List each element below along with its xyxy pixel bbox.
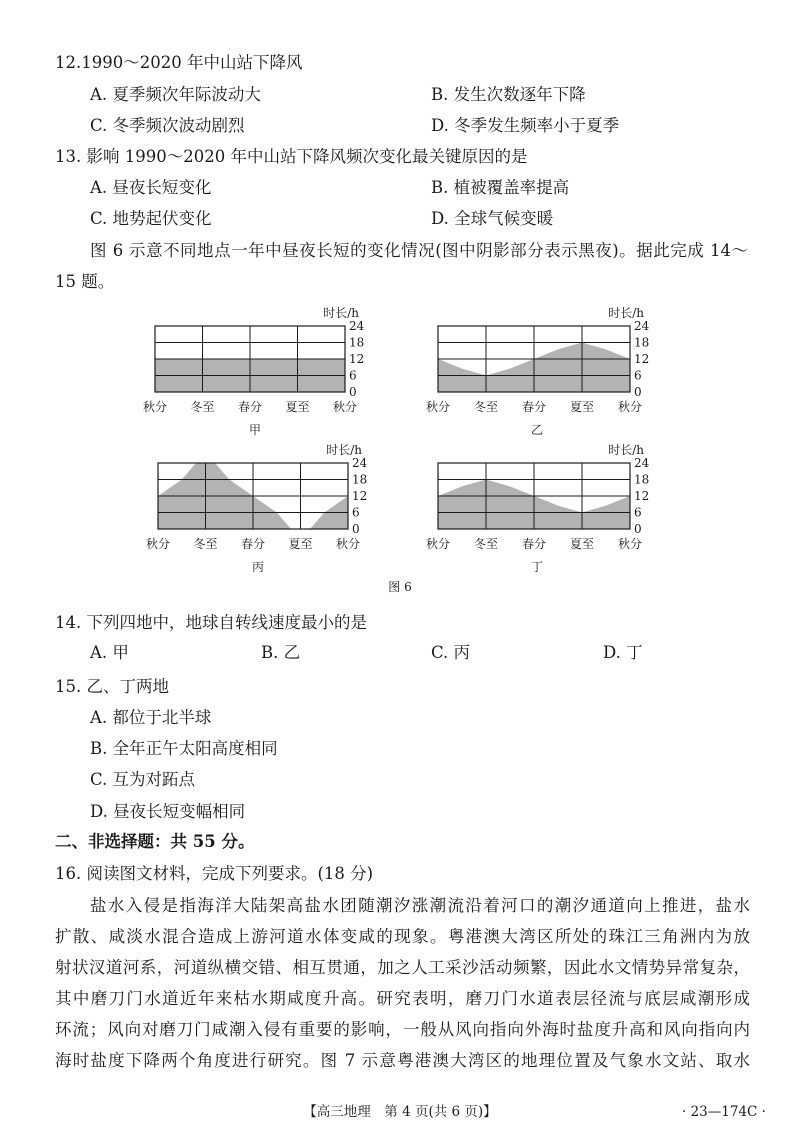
q15-option-c: C. 互为对跖点 (90, 770, 196, 789)
q16-line-4: 其中磨刀门水道近年来枯水期咸度升高。研究表明，磨刀门水道表层径流与底层咸潮形成 (55, 989, 750, 1008)
q13-option-c: C. 地势起伏变化 (90, 209, 212, 228)
y-tick-label: 6 (634, 505, 642, 520)
x-tick-label: 秋分 (332, 400, 358, 414)
x-tick-label: 夏至 (569, 400, 595, 414)
chart-丙 (146, 442, 368, 574)
x-tick-label: 春分 (237, 400, 263, 414)
y-tick-label: 6 (634, 368, 642, 383)
x-tick-label: 冬至 (473, 537, 499, 551)
q15-stem: 15. 乙、丁两地 (55, 677, 169, 696)
x-tick-label: 秋分 (425, 537, 451, 551)
y-tick-label: 0 (352, 522, 360, 536)
chart-丁 (426, 442, 650, 574)
q14-stem: 14. 下列四地中，地球自转线速度最小的是 (55, 613, 367, 632)
y-tick-label: 12 (352, 489, 368, 503)
panel-title-丁: 丁 (530, 560, 544, 574)
q14-option-a: A. 甲 (90, 643, 129, 662)
q16-line-5: 环流；风向对磨刀门咸潮入侵有重要的影响，一般从风向指向外海时盐度升高和风向指向内 (55, 1020, 750, 1039)
q12-option-d: D. 冬季发生频率小于夏季 (431, 116, 620, 135)
y-tick-label: 18 (349, 335, 365, 350)
footer-page-info: 【高三地理 第 4 页(共 6 页)】 (303, 1104, 497, 1120)
y-axis-label: 时长/h (323, 306, 359, 320)
x-tick-label: 秋分 (425, 400, 451, 414)
y-tick-label: 18 (634, 335, 650, 350)
y-tick-label: 18 (634, 472, 650, 487)
q12-option-a: A. 夏季频次年际波动大 (90, 85, 261, 104)
x-tick-label: 春分 (521, 400, 547, 414)
y-tick-label: 0 (349, 385, 357, 399)
q12-option-b: B. 发生次数逐年下降 (431, 85, 586, 104)
q15-option-b: B. 全年正午太阳高度相同 (90, 739, 278, 758)
y-tick-label: 12 (349, 352, 365, 366)
y-tick-label: 24 (349, 319, 365, 333)
section-2-heading: 二、非选择题：共 55 分。 (55, 832, 255, 851)
chart-乙 (426, 305, 650, 437)
x-tick-label: 秋分 (145, 537, 171, 551)
q16-line-3: 射状汊道河系，河道纵横交错、相互贯通，加之人工采沙活动频繁，因此水文情势异常复杂， (55, 958, 750, 977)
q14-option-d: D. 丁 (603, 643, 643, 662)
y-tick-label: 24 (634, 456, 650, 470)
y-tick-label: 0 (634, 522, 642, 536)
x-tick-label: 夏至 (285, 400, 310, 414)
q16-stem: 16. 阅读图文材料，完成下列要求。(18 分) (55, 864, 374, 883)
q14-option-c: C. 丙 (431, 643, 471, 662)
q16-line-6: 海时盐度下降两个角度进行研究。图 7 示意粤港澳大湾区的地理位置及气象水文站、取水 (55, 1051, 750, 1070)
x-tick-label: 夏至 (288, 537, 313, 551)
q14-option-b: B. 乙 (261, 643, 301, 662)
figure-caption: 图 6 (388, 580, 412, 594)
q12-stem: 12.1990～2020 年中山站下降风 (55, 53, 303, 72)
y-axis-label: 时长/h (608, 306, 644, 320)
y-tick-label: 24 (634, 319, 650, 333)
panel-title-乙: 乙 (530, 423, 544, 437)
q13-option-b: B. 植被覆盖率提高 (431, 178, 570, 197)
q13-option-d: D. 全球气候变暖 (431, 209, 554, 228)
y-tick-label: 0 (634, 385, 642, 399)
x-tick-label: 秋分 (617, 400, 643, 414)
x-tick-label: 春分 (521, 537, 547, 551)
chart-甲 (143, 305, 365, 437)
x-tick-label: 秋分 (617, 537, 643, 551)
y-tick-label: 12 (634, 489, 650, 503)
y-tick-label: 18 (352, 472, 368, 487)
x-tick-label: 夏至 (569, 537, 595, 551)
x-tick-label: 秋分 (335, 537, 361, 551)
x-tick-label: 春分 (240, 537, 266, 551)
intro-line-2: 15 题。 (55, 272, 115, 291)
q16-line-2: 扩散、咸淡水混合造成上游河道水体变咸的现象。粤港澳大湾区所处的珠江三角洲内为放 (55, 927, 750, 946)
y-axis-label: 时长/h (326, 443, 362, 457)
y-tick-label: 24 (352, 456, 368, 470)
q13-option-a: A. 昼夜长短变化 (90, 178, 212, 197)
intro-line-1: 图 6 示意不同地点一年中昼夜长短的变化情况(图中阴影部分表示黑夜)。据此完成 14～ (90, 241, 748, 260)
q15-option-a: A. 都位于北半球 (90, 708, 212, 727)
footer-code: · 23—174C · (682, 1104, 766, 1120)
y-tick-label: 6 (352, 505, 360, 520)
y-tick-label: 12 (634, 352, 650, 366)
q12-option-c: C. 冬季频次波动剧烈 (90, 116, 245, 135)
y-axis-label: 时长/h (608, 443, 644, 457)
q15-option-d: D. 昼夜长短变幅相同 (90, 802, 246, 821)
x-tick-label: 冬至 (473, 400, 499, 414)
q16-line-1: 盐水入侵是指海洋大陆架高盐水团随潮汐涨潮流沿着河口的潮汐通道向上推进，盐水 (90, 896, 750, 915)
panel-title-丙: 丙 (251, 560, 265, 574)
x-tick-label: 冬至 (193, 537, 218, 551)
y-tick-label: 6 (349, 368, 357, 383)
x-tick-label: 冬至 (190, 400, 215, 414)
panel-title-甲: 甲 (248, 423, 262, 437)
q13-stem: 13. 影响 1990～2020 年中山站下降风频次变化最关键原因的是 (55, 147, 528, 166)
x-tick-label: 秋分 (142, 400, 168, 414)
